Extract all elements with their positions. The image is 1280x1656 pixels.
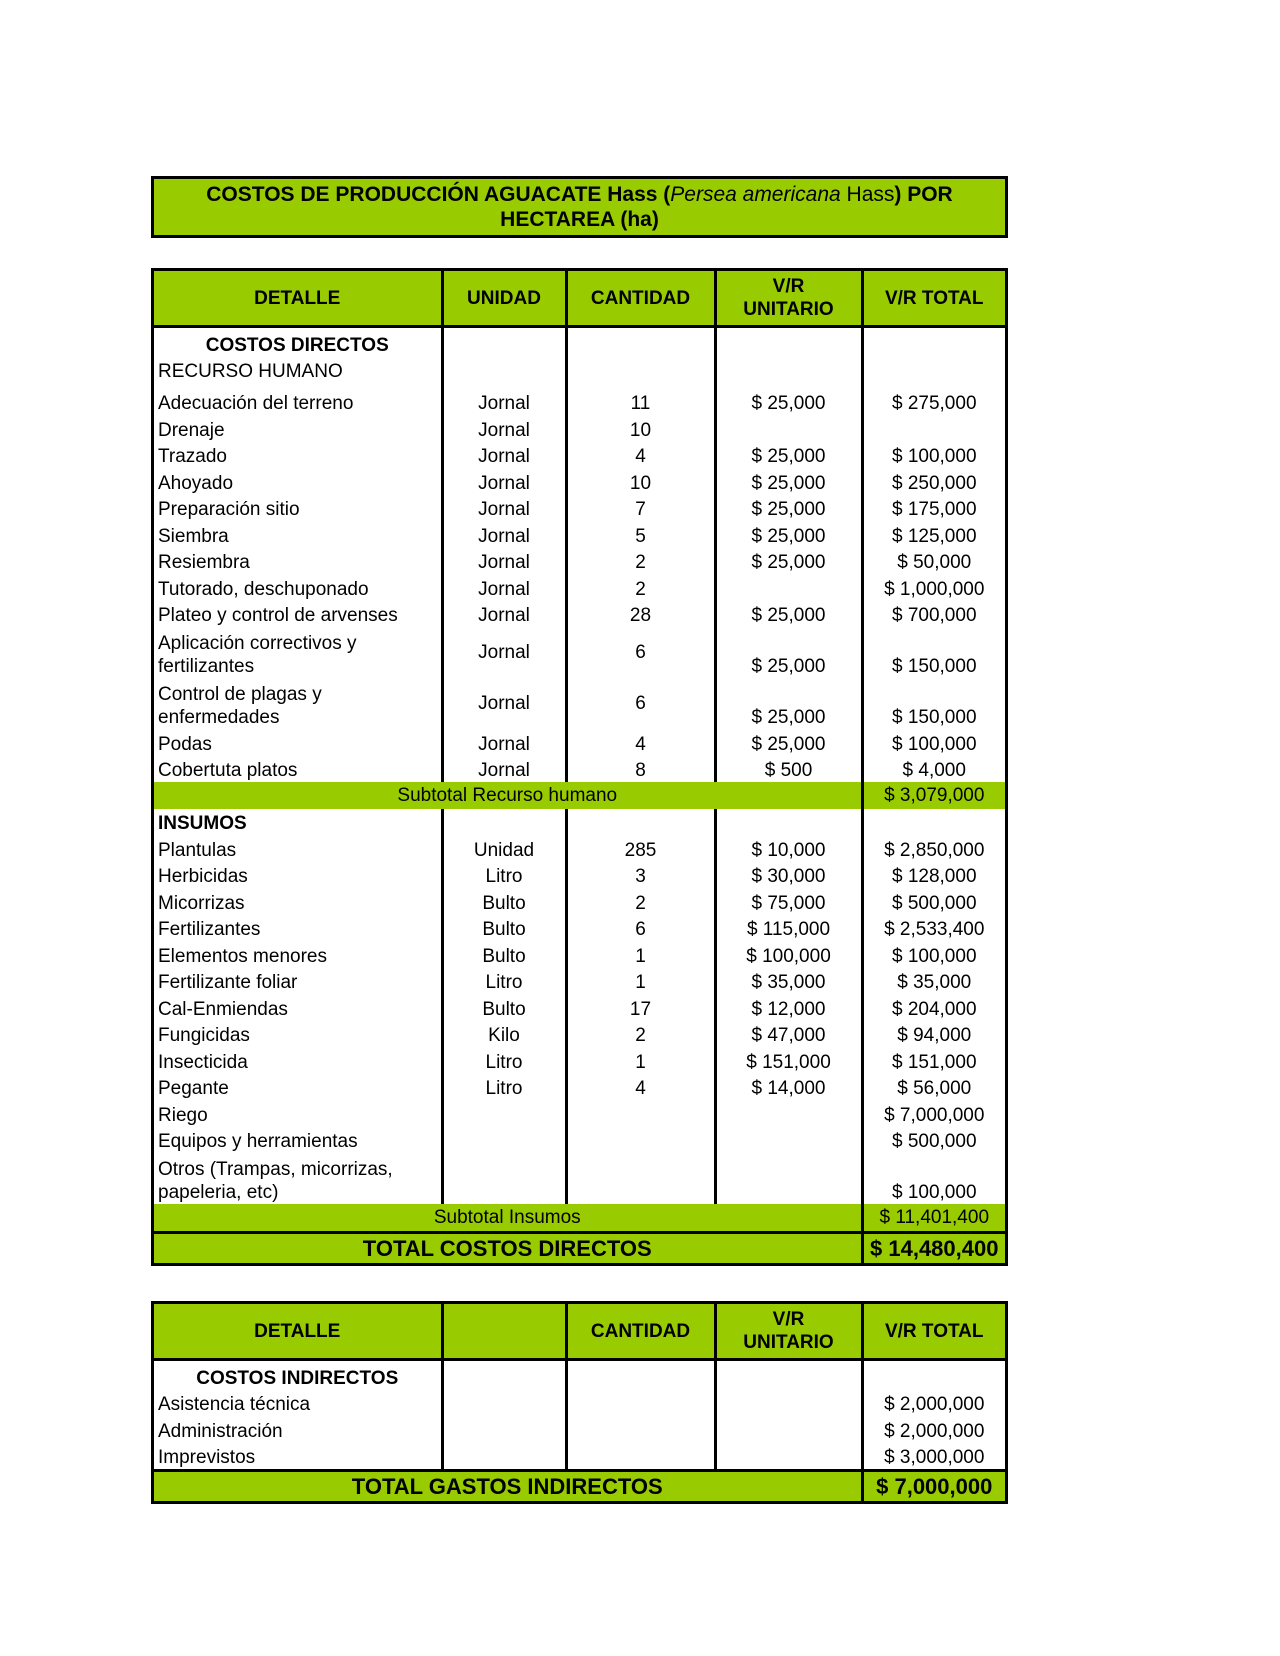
table-row [154, 601, 1005, 628]
cell-cantidad [566, 1100, 715, 1127]
header-cantidad: CANTIDAD [566, 271, 715, 327]
cell-cantidad [566, 1390, 715, 1417]
cell-detalle: Imprevistos [158, 1447, 256, 1468]
cell-detalle: Otros (Trampas, micorrizas, papeleria, etc) [158, 1159, 393, 1203]
title-part1: COSTOS DE PRODUCCIÓN AGUACATE Hass ( [206, 183, 671, 206]
cell-vr-unitario: $ 25,000 [715, 468, 862, 495]
table-row [154, 415, 1005, 442]
cell-cantidad: 2 [566, 548, 715, 575]
cell-detalle: Equipos y herramientas [158, 1131, 358, 1152]
cell-vr-total: $ 100,000 [862, 1153, 1005, 1204]
indirect-header-row [154, 1304, 1005, 1360]
header-vr-total: V/R TOTAL [862, 1304, 1005, 1360]
cell-vr-unitario [715, 415, 862, 442]
cell-unidad: Jornal [442, 601, 566, 628]
cell-vr-unitario: $ 10,000 [715, 835, 862, 862]
direct-header-row [154, 271, 1005, 327]
cell-detalle: Fertilizantes [158, 919, 261, 940]
cell-vr-total: $ 50,000 [862, 548, 1005, 575]
cell-detalle: Herbicidas [158, 866, 248, 887]
cell-unidad: Bulto [442, 941, 566, 968]
cell-unidad [442, 1416, 566, 1443]
table-row [154, 888, 1005, 915]
table-row [154, 1127, 1005, 1154]
cell-detalle: Elementos menores [158, 945, 327, 967]
cell-detalle: Ahoyado [158, 472, 234, 494]
cell-unidad: Litro [442, 1074, 566, 1101]
subtotal-human-value: $ 3,079,000 [862, 782, 1005, 809]
cell-vr-unitario: $ 35,000 [715, 968, 862, 995]
cell-unidad: Bulto [442, 888, 566, 915]
cell-cantidad: 28 [566, 601, 715, 628]
cell-vr-total: $ 1,000,000 [862, 574, 1005, 601]
indirect-costs-table [151, 1301, 1008, 1504]
cell-cantidad: 17 [566, 994, 715, 1021]
cell-detalle: Insecticida [158, 1051, 248, 1073]
cell-vr-unitario: $ 115,000 [715, 915, 862, 942]
cell-vr-unitario: $ 12,000 [715, 994, 862, 1021]
cell-vr-unitario: $ 25,000 [715, 627, 862, 678]
cell-cantidad [566, 1153, 715, 1204]
cell-cantidad: 285 [566, 835, 715, 862]
cell-vr-unitario: $ 47,000 [715, 1021, 862, 1048]
cell-vr-total: $ 3,000,000 [862, 1443, 1005, 1471]
cell-vr-total: $ 100,000 [862, 729, 1005, 756]
cell-detalle: Plantulas [158, 839, 237, 861]
cell-cantidad: 1 [566, 1047, 715, 1074]
cell-vr-unitario: $ 100,000 [715, 941, 862, 968]
table-row [154, 495, 1005, 522]
table-row [154, 1153, 1005, 1204]
cell-detalle: Riego [158, 1104, 208, 1126]
cell-cantidad [566, 1443, 715, 1471]
header-cantidad: CANTIDAD [566, 1304, 715, 1360]
cell-detalle: Control de plagas y enfermedades [158, 684, 322, 728]
cell-vr-total: $ 2,533,400 [862, 915, 1005, 942]
cell-vr-total: $ 175,000 [862, 495, 1005, 522]
total-direct-value: $ 14,480,400 [862, 1232, 1005, 1263]
cell-detalle: Asistencia técnica [158, 1394, 311, 1415]
cell-vr-unitario: $ 500 [715, 756, 862, 783]
cell-vr-unitario [715, 1100, 862, 1127]
indirect-table-body [154, 1360, 1005, 1502]
cell-cantidad: 7 [566, 495, 715, 522]
cell-vr-unitario [715, 1153, 862, 1204]
cell-detalle: Podas [158, 733, 212, 755]
table-row [154, 1416, 1005, 1443]
group-inputs-label: INSUMOS [158, 813, 247, 834]
cell-unidad: Jornal [442, 756, 566, 783]
cell-unidad: Jornal [442, 521, 566, 548]
table-row [154, 915, 1005, 942]
cell-unidad: Litro [442, 968, 566, 995]
table-row [154, 383, 1005, 415]
cell-unidad: Jornal [442, 729, 566, 756]
cell-vr-unitario: $ 75,000 [715, 888, 862, 915]
cell-vr-total: $ 125,000 [862, 521, 1005, 548]
cell-detalle: Pegante [158, 1078, 229, 1099]
cell-cantidad: 10 [566, 415, 715, 442]
cell-unidad: Jornal [442, 495, 566, 522]
table-row [154, 1443, 1005, 1471]
cell-vr-total [862, 415, 1005, 442]
cell-vr-total: $ 94,000 [862, 1021, 1005, 1048]
header-empty [442, 1304, 566, 1360]
title-species-suffix: Hass [840, 183, 895, 206]
subtotal-inputs-label: Subtotal Insumos [154, 1204, 862, 1232]
group-row [154, 357, 1005, 384]
cell-vr-unitario [715, 1443, 862, 1471]
table-row [154, 574, 1005, 601]
cell-detalle: Micorrizas [158, 892, 245, 914]
cell-vr-total: $ 500,000 [862, 888, 1005, 915]
cell-detalle: Administración [158, 1420, 283, 1442]
cell-vr-total: $ 7,000,000 [862, 1100, 1005, 1127]
cell-vr-total: $ 128,000 [862, 862, 1005, 889]
cell-vr-total: $ 151,000 [862, 1047, 1005, 1074]
cell-unidad: Litro [442, 1047, 566, 1074]
cell-unidad: Jornal [442, 415, 566, 442]
cell-vr-unitario: $ 14,000 [715, 1074, 862, 1101]
cell-vr-unitario [715, 574, 862, 601]
cell-vr-total: $ 2,000,000 [862, 1390, 1005, 1417]
cell-cantidad: 11 [566, 383, 715, 415]
cell-unidad [442, 1153, 566, 1204]
table-row [154, 678, 1005, 729]
table-row [154, 521, 1005, 548]
cell-vr-total: $ 100,000 [862, 442, 1005, 469]
cell-cantidad: 1 [566, 968, 715, 995]
cell-vr-unitario: $ 25,000 [715, 442, 862, 469]
cell-vr-total: $ 56,000 [862, 1074, 1005, 1101]
table-row [154, 548, 1005, 575]
cell-unidad: Jornal [442, 383, 566, 415]
cell-unidad: Bulto [442, 994, 566, 1021]
cell-vr-unitario: $ 25,000 [715, 678, 862, 729]
cell-vr-unitario: $ 25,000 [715, 729, 862, 756]
table-row [154, 1047, 1005, 1074]
cell-vr-unitario: $ 25,000 [715, 383, 862, 415]
table-row [154, 756, 1005, 783]
subtotal-human [154, 782, 1005, 809]
cell-unidad: Jornal [442, 627, 566, 678]
section-title: COSTOS DIRECTOS [205, 334, 389, 356]
cell-detalle: Resiembra [158, 552, 250, 573]
subtotal-human-label: Subtotal Recurso humano [154, 782, 862, 809]
cell-cantidad: 2 [566, 1021, 715, 1048]
cell-vr-total: $ 2,000,000 [862, 1416, 1005, 1443]
cell-vr-unitario [715, 1127, 862, 1154]
section-row [154, 327, 1005, 357]
cell-unidad: Jornal [442, 574, 566, 601]
cell-cantidad: 6 [566, 678, 715, 729]
cell-unidad: Litro [442, 862, 566, 889]
title-part2: ) POR HECTAREA (ha) [500, 183, 953, 231]
total-direct-label: TOTAL COSTOS DIRECTOS [154, 1232, 862, 1263]
total-direct [154, 1232, 1005, 1263]
table-row [154, 862, 1005, 889]
table-row [154, 729, 1005, 756]
cell-unidad: Bulto [442, 915, 566, 942]
cell-vr-total: $ 150,000 [862, 627, 1005, 678]
cell-cantidad: 4 [566, 729, 715, 756]
table-row [154, 1100, 1005, 1127]
direct-costs-table [151, 268, 1008, 1266]
cell-detalle: Plateo y control de arvenses [158, 605, 398, 626]
cell-vr-unitario: $ 25,000 [715, 495, 862, 522]
cell-unidad: Jornal [442, 678, 566, 729]
cell-unidad: Jornal [442, 548, 566, 575]
direct-table-body [154, 327, 1005, 1263]
cell-cantidad: 6 [566, 627, 715, 678]
cell-unidad [442, 1127, 566, 1154]
table-row [154, 468, 1005, 495]
cell-cantidad: 5 [566, 521, 715, 548]
cell-cantidad: 10 [566, 468, 715, 495]
title-species: Persea americana [670, 183, 841, 206]
cell-vr-total: $ 4,000 [862, 756, 1005, 783]
cell-cantidad: 3 [566, 862, 715, 889]
cell-vr-unitario [715, 1416, 862, 1443]
cell-cantidad: 4 [566, 442, 715, 469]
cell-vr-unitario: $ 25,000 [715, 601, 862, 628]
cell-cantidad [566, 1127, 715, 1154]
total-indirect-label: TOTAL GASTOS INDIRECTOS [154, 1471, 862, 1502]
cell-unidad [442, 1100, 566, 1127]
subtotal-inputs-value: $ 11,401,400 [862, 1204, 1005, 1232]
cell-unidad: Unidad [442, 835, 566, 862]
cell-vr-unitario: $ 25,000 [715, 521, 862, 548]
cell-cantidad: 6 [566, 915, 715, 942]
header-detalle: DETALLE [154, 271, 442, 327]
page-title [151, 176, 1008, 238]
cell-vr-total: $ 275,000 [862, 383, 1005, 415]
cell-detalle: Preparación sitio [158, 499, 300, 520]
cell-cantidad: 4 [566, 1074, 715, 1101]
cell-detalle: Drenaje [158, 419, 225, 441]
table-row [154, 1021, 1005, 1048]
cell-detalle: Trazado [158, 446, 227, 467]
header-vr-total: V/R TOTAL [862, 271, 1005, 327]
cell-cantidad: 1 [566, 941, 715, 968]
table-row [154, 994, 1005, 1021]
table-row [154, 968, 1005, 995]
cell-vr-total: $ 204,000 [862, 994, 1005, 1021]
table-row [154, 627, 1005, 678]
cell-cantidad: 2 [566, 574, 715, 601]
cell-detalle: Tutorado, deschuponado [158, 578, 369, 600]
cell-detalle: Cal-Enmiendas [158, 998, 288, 1020]
cell-cantidad [566, 1416, 715, 1443]
cell-cantidad: 8 [566, 756, 715, 783]
group-human-label: RECURSO HUMANO [158, 361, 343, 382]
cell-detalle: Fertilizante foliar [158, 972, 298, 993]
cell-detalle: Cobertuta platos [158, 760, 298, 781]
cell-unidad: Jornal [442, 442, 566, 469]
cell-vr-total: $ 250,000 [862, 468, 1005, 495]
cell-unidad: Kilo [442, 1021, 566, 1048]
total-indirect [154, 1471, 1005, 1502]
cell-vr-total: $ 150,000 [862, 678, 1005, 729]
cell-detalle: Adecuación del terreno [158, 393, 354, 414]
cell-vr-unitario [715, 1390, 862, 1417]
cell-vr-unitario: $ 30,000 [715, 862, 862, 889]
cell-cantidad: 2 [566, 888, 715, 915]
cell-detalle: Aplicación correctivos y fertilizantes [158, 633, 357, 677]
header-vr-unitario: V/R UNITARIO [715, 1304, 862, 1360]
section-title: COSTOS INDIRECTOS [196, 1367, 399, 1389]
cell-unidad [442, 1443, 566, 1471]
cell-unidad [442, 1390, 566, 1417]
cell-detalle: Siembra [158, 525, 229, 547]
total-indirect-value: $ 7,000,000 [862, 1471, 1005, 1502]
cell-vr-total: $ 100,000 [862, 941, 1005, 968]
cell-vr-unitario: $ 151,000 [715, 1047, 862, 1074]
header-vr-unitario: V/R UNITARIO [715, 271, 862, 327]
header-unidad: UNIDAD [442, 271, 566, 327]
table-row [154, 835, 1005, 862]
cell-vr-total: $ 700,000 [862, 601, 1005, 628]
cell-vr-total: $ 500,000 [862, 1127, 1005, 1154]
header-detalle: DETALLE [154, 1304, 442, 1360]
cell-unidad: Jornal [442, 468, 566, 495]
table-row [154, 941, 1005, 968]
subtotal-inputs [154, 1204, 1005, 1232]
group-inputs [154, 809, 1005, 836]
section-row [154, 1360, 1005, 1390]
table-row [154, 1390, 1005, 1417]
table-row [154, 442, 1005, 469]
cell-vr-total: $ 2,850,000 [862, 835, 1005, 862]
cell-vr-unitario: $ 25,000 [715, 548, 862, 575]
table-row [154, 1074, 1005, 1101]
cell-detalle: Fungicidas [158, 1025, 250, 1046]
cell-vr-total: $ 35,000 [862, 968, 1005, 995]
